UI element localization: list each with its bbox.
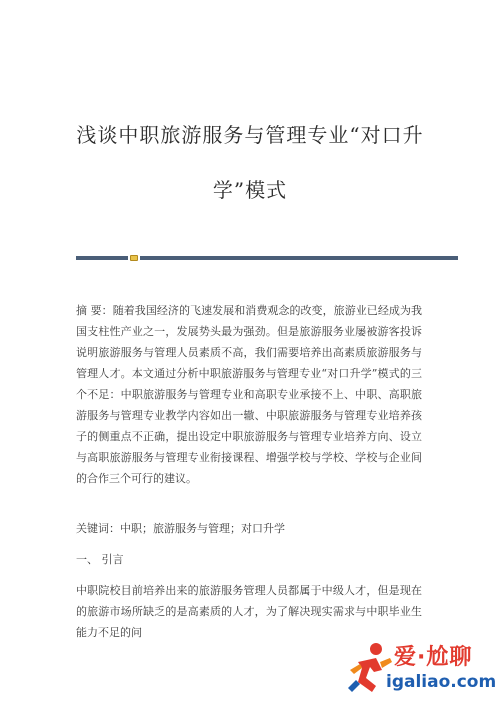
watermark-brand-url: igaliao.com [386, 672, 497, 692]
divider-book-icon [130, 255, 138, 261]
document-title-line-2: 学”模式 [212, 178, 288, 202]
watermark-brand-name: 爱·尬聊 [394, 645, 473, 670]
divider-bar-left [76, 256, 128, 260]
body-paragraph: 中职院校目前培养出来的旅游服务管理人员都属于中级人才，但是现在的旅游市场所缺乏的是高素质的人才，为了解决现实需求与中职毕业生能力不足的问 [76, 584, 422, 639]
divider-bar-right [140, 256, 458, 260]
section-heading: 一、 引言 [76, 553, 124, 566]
keywords-line: 关键词：中职；旅游服务与管理；对口升学 [76, 522, 285, 535]
document-title-line-1: 浅谈中职旅游服务与管理专业“对口升 [76, 123, 424, 147]
watermark-logo [346, 638, 496, 700]
abstract-paragraph: 摘 要：随着我国经济的飞速发展和消费观念的改变，旅游业已经成为我国支柱性产业之一，发展势头最为强劲。但是旅游服务业屡被游客投诉说明旅游服务与管理人员素质不高，我们需要培养出高素质旅游服务与管理人才。本文通过分析中职旅游服务与管理专业“对口升学”模式的三个不足：中职旅游服务与管理专业和高职专业承接不上、中职、高职旅游服务与管理专业教学内容如出一辙、中职旅游服务与管理专业培养孩子的侧重点不正确，提出设定中职旅游服务与管理专业培养方向、设立与高职旅游服务与管理专业衔接课程、增强学校与学校、学校与企业间的合作三个可行的建议。 [76, 304, 422, 485]
title-divider [76, 256, 458, 260]
